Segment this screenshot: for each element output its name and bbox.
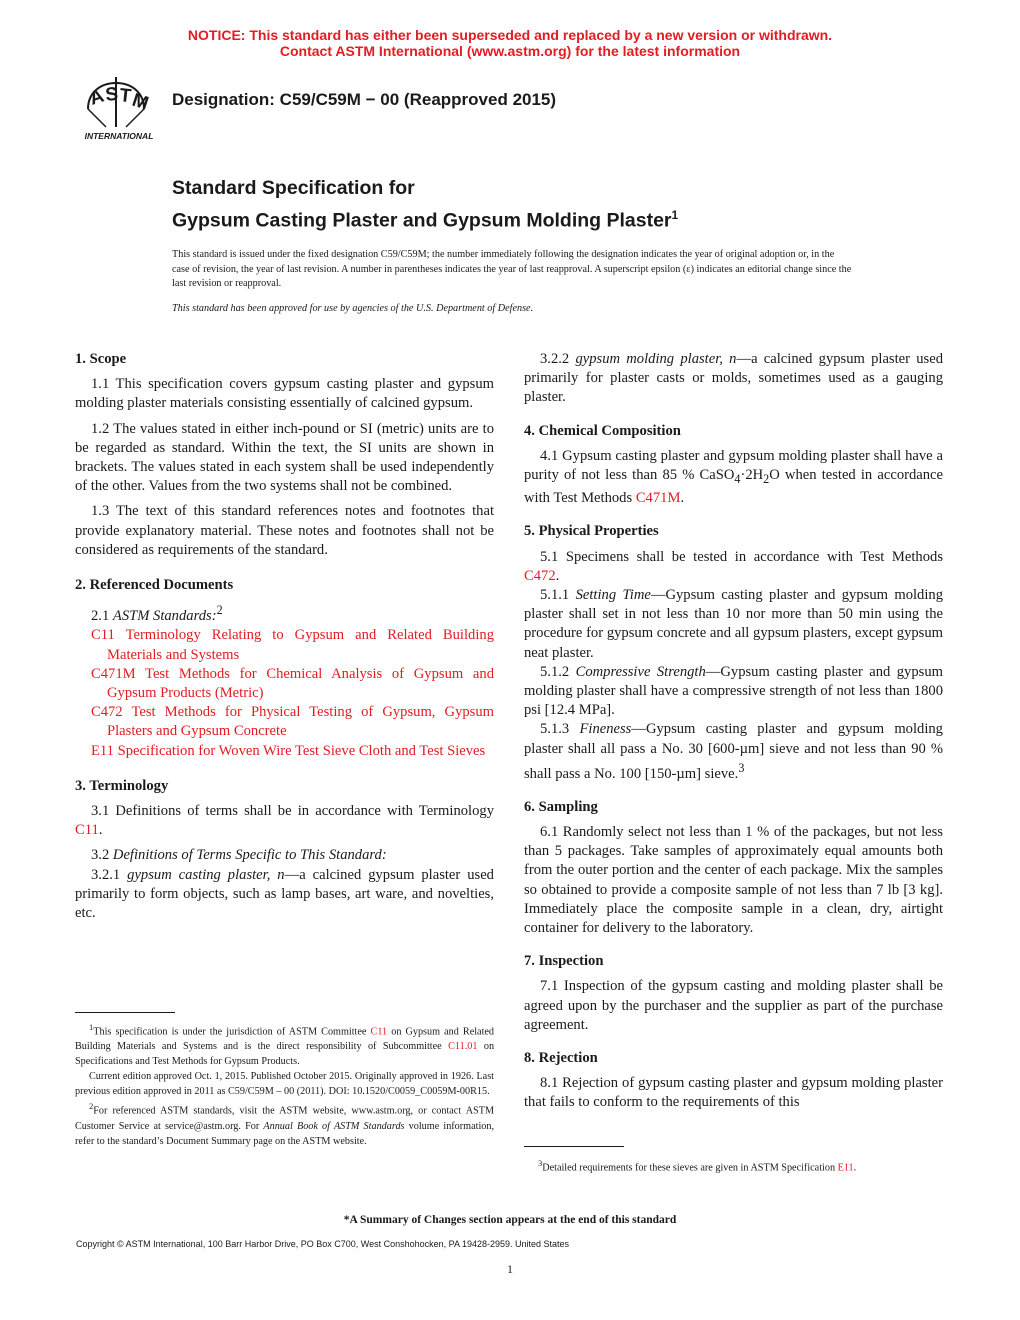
link-c471m[interactable]: C471M [635,490,681,507]
ref-code-e11[interactable]: E11 [91,742,114,759]
dod-approval-note: This standard has been approved for use by agencies of the U.S. Department of Defense. [172,303,534,314]
ref-c471m[interactable]: C471M Test Methods for Chemical Analysis of Gypsum and Gypsum Products (Metric) [91,665,494,701]
footnotes-right [524,1156,943,1175]
section-heading-rejection: 8. Rejection [524,1050,598,1067]
section-heading-inspection: 7. Inspection [524,953,604,970]
para-4-1: 4.1 Gypsum casting plaster and gypsum molding plaster shall have a purity of not less than 85 % $CaSO_4\cdot 2H_2O$ when tested in accordance with Test Methods C471M. [524,447,944,507]
footnote-2: $^2$For referenced ASTM standards, visit the ASTM website, www.astm.org, or contact ASTM Customer Service at service@astm.org. For Annual Book of ASTM Standards volume information, refer to the standard’s Document Summary page on the ASTM website. [75,1101,495,1147]
section-heading-scope: 1. Scope [75,351,127,367]
section-heading-chemical-composition: 4. Chemical Composition [524,422,681,439]
svg-text:T: T [118,85,133,108]
section-heading-sampling: 6. Sampling [524,798,598,815]
para-6-1: 6.1 Randomly select not less than 1 % of the packages, but not less than 5 packages. Take samples of approximately equal amounts both from the outer portion and the center of each package. Mix the samples so obtained to provide a composite sample of not less than 7 lb [3 kg]. Immediately place the composite sample in a clean, dry, airtight container for delivery to the laboratory. [524,824,943,937]
summary-of-changes-note: *A Summary of Changes section appears at the end of this standard [343,1214,677,1226]
title-line-2: Gypsum Casting Plaster and Gypsum Molding Plaster$^1$ [172,208,679,232]
para-3-2-2: 3.2.2 gypsum molding plaster, n—a calcined gypsum plaster used primarily for plaster casts or molds, sometimes used as a gauging plaster. [524,351,943,406]
page-number: 1 [507,1262,513,1276]
supersede-notice [0,27,1020,59]
right-column [524,350,943,1113]
para-1-2: 1.2 The values stated in either inch-pound or SI (metric) units are to be regarded as standard. Within the text, the SI units are shown in brackets. The values stated in each system shall be used independently of the other. Values from the two systems shall not be combined. [75,420,494,495]
ref-e11[interactable]: E11 Specification for Woven Wire Test Sieve Cloth and Test Sieves [91,742,486,759]
para-1-1: 1.1 This specification covers gypsum casting plaster and gypsum molding plaster materials consisting essentially of calcined gypsum. [75,376,494,412]
link-c11[interactable]: C11 [75,822,99,839]
section-heading-physical-properties: 5. Physical Properties [524,523,659,540]
left-column [75,350,494,923]
footnotes-left [75,1020,494,1149]
notice-line-1: NOTICE: This standard has either been superseded and replaced by a new version or withdrawn. [187,27,833,43]
para-2-1: 2.1 ASTM Standards:$^2$ [91,603,223,625]
footnote-rule-left [75,1012,175,1013]
para-3-2-1: 3.2.1 gypsum casting plaster, n—a calcined gypsum plaster used primarily to form objects, such as lamp bases, art ware, and novelties, etc. [75,866,494,921]
para-3-1: 3.1 Definitions of terms shall be in accordance with Terminology C11. [75,802,494,839]
para-3-2: 3.2 Definitions of Terms Specific to This Standard: [91,847,387,864]
link-c472[interactable]: C472 [524,567,556,584]
ref-c11[interactable]: C11 Terminology Relating to Gypsum and Related Building Materials and Systems [91,627,494,663]
document-title [172,175,678,235]
svg-text:A: A [87,85,107,110]
para-5-1-2: 5.1.2 Compressive Strength—Gypsum casting plaster and gypsum molding plaster shall have a compressive strength of not less than 1800 psi [12.4 MPa]. [524,663,943,719]
issued-note: This standard is issued under the fixed designation C59/C59M; the number immediately following the designation indicates the year of original adoption or, in the case of revision, the year of last revision. A number in parentheses indicates the year of last reapproval. A superscript epsilon (ε) indicates an editorial change since the last revision or reapproval. [172,249,852,289]
footnote-rule-right [524,1146,624,1147]
svg-text:M: M [129,89,151,115]
astm-logo [76,75,162,145]
footnote-1-edition: Current edition approved Oct. 1, 2015. Published October 2015. Originally approved in 1926. Last previous edition approved in 2011 as C59/C59M – 00 (2011). DOI: 10.1520/C0059_C0059M-00R15. [75,1071,494,1098]
ref-code-c472[interactable]: C472 [91,704,123,721]
section-heading-referenced-documents: 2. Referenced Documents [75,577,234,594]
para-5-1-1: 5.1.1 Setting Time—Gypsum casting plaster and gypsum molding plaster shall set in not less than 10 nor more than 50 min using the procedure for gypsum concrete and all gypsum plasters, except gypsum neat plaster. [524,586,943,661]
ref-code-c471m[interactable]: C471M [91,665,136,682]
footnote-3: $^3$Detailed requirements for these sieves are given in ASTM Specification E11. [538,1158,857,1174]
para-7-1: 7.1 Inspection of the gypsum casting and molding plaster shall be agreed upon by the purchaser and the supplier as part of the purchase agreement. [524,978,943,1033]
para-8-1: 8.1 Rejection of gypsum casting plaster and gypsum molding plaster that fails to conform to the requirements of this [524,1075,943,1111]
title-line-1: Standard Specification for [172,177,415,199]
title-footnote-mark: 1 [671,208,679,222]
section-heading-terminology: 3. Terminology [75,777,169,794]
logo-caption: INTERNATIONAL [84,131,154,141]
para-5-1: 5.1 Specimens shall be tested in accordance with Test Methods C472. [524,548,943,584]
para-1-3: 1.3 The text of this standard references notes and footnotes that provide explanatory material. These notes and footnotes shall not be considered as requirements of the standard. [75,503,494,558]
ref-c472[interactable]: C472 Test Methods for Physical Testing of Gypsum, Gypsum Plasters and Gypsum Concrete [91,704,494,740]
svg-text:S: S [104,83,120,106]
notice-line-2: Contact ASTM International (www.astm.org) for the latest information [279,43,741,59]
copyright-line: Copyright © ASTM International, 100 Barr Harbor Drive, PO Box C700, West Conshohocken, PA 19428-2959. United States [76,1239,570,1249]
footnote-1: $^1$This specification is under the jurisdiction of ASTM Committee C11 on Gypsum and Related Building Materials and Systems and is the direct responsibility of Subcommittee C11.01 on Specifications and Test Methods for Gypsum Products. [75,1022,495,1068]
designation: Designation: C59/C59M − 00 (Reapproved 2015) [172,90,557,109]
para-5-1-3: 5.1.3 Fineness—Gypsum casting plaster and gypsum molding plaster shall all pass a No. 30 [600-µm] sieve and not less than 90 % shall pass a No. 100 [150-µm] sieve.$^3$ [524,721,943,782]
ref-code-c11[interactable]: C11 [91,627,115,644]
